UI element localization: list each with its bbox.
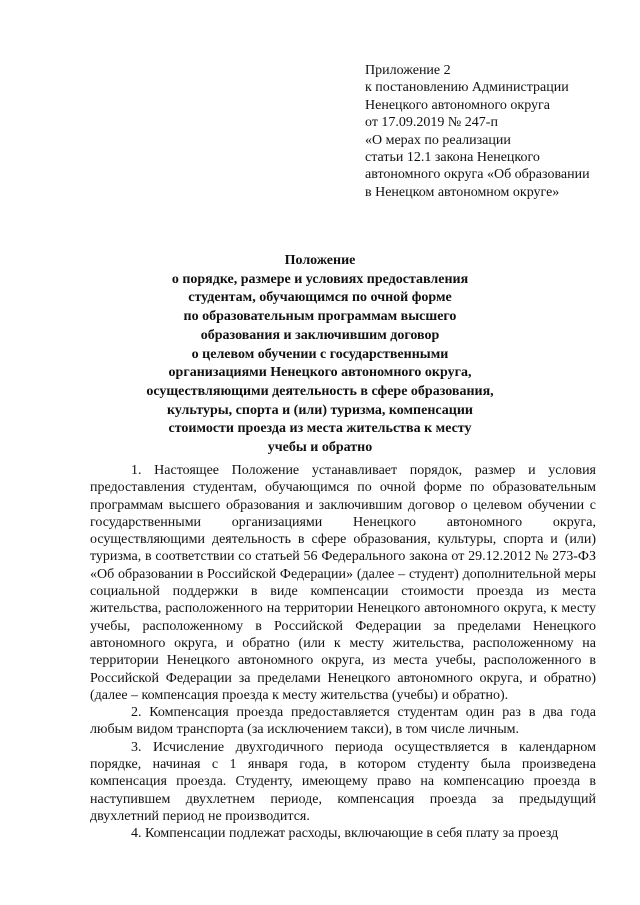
- paragraph-2: 2. Компенсация проезда предоставляется студентам один раз в два года любым видом транспорта (за исключением такси), в том числе личным.: [90, 705, 596, 738]
- document-title: [120, 252, 520, 458]
- appendix-line: «О мерах по реализации: [365, 132, 511, 148]
- title-line: о порядке, размере и условиях предоставления: [171, 271, 469, 287]
- appendix-block: [365, 62, 625, 201]
- paragraph-1: 1. Настоящее Положение устанавливает порядок, размер и условия предоставления студентам, обучающимся по очной форме по образовательным программам высшего образования и заключившим договор о целевом обучении с государственными организациями Ненецкого автономного округа, осуществляющими деятельность в сфере образования, культуры, спорта и (или) туризма, в соответствии со статьей 56 Федерального закона от 29.12.2012 № 273-ФЗ «Об образовании в Российской Федерации» (далее – студент) дополнительной меры социальной поддержки в виде компенсации стоимости проезда из места жительства, расположенного на территории Ненецкого автономного округа, к месту учебы, расположенному в Российской Федерации за пределами Ненецкого автономного округа, и обратно (или к месту жительства, расположенному на территории Ненецкого автономного округа, из места учебы, расположенного в Российской Федерации за пределами Ненецкого автономного округа, и обратно) (далее – компенсация проезда к месту жительства (учебы) и обратно).: [90, 463, 596, 703]
- title-line: культуры, спорта и (или) туризма, компенсации: [167, 402, 473, 418]
- document-body: [90, 462, 596, 843]
- appendix-line: в Ненецком автономном округе»: [365, 184, 560, 200]
- appendix-line: от 17.09.2019 № 247-п: [365, 115, 498, 131]
- title-line: студентам, обучающимся по очной форме: [188, 290, 452, 306]
- title-line: по образовательным программам высшего: [183, 309, 457, 325]
- appendix-line: автономного округа «Об образовании: [365, 167, 590, 183]
- title-line: Положение: [284, 253, 356, 268]
- title-line: организациями Ненецкого автономного округа,: [168, 365, 472, 381]
- appendix-line: Ненецкого автономного округа: [365, 97, 550, 113]
- title-line: образования и заключившим договор: [200, 327, 440, 343]
- paragraph-3: 3. Исчисление двухгодичного периода осуществляется в календарном порядке, начиная с 1 января года, в котором студенту была произведена компенсация проезда. Студенту, имеющему право на компенсацию проезда в наступившем двухлетнем периоде, компенсация проезда за предыдущий двухлетний период не производится.: [90, 739, 596, 824]
- title-line: учебы и обратно: [267, 440, 373, 456]
- title-line: стоимости проезда из места жительства к месту: [168, 421, 472, 437]
- appendix-line: статьи 12.1 закона Ненецкого: [365, 150, 540, 166]
- title-line: осуществляющими деятельность в сфере образования,: [146, 383, 494, 399]
- title-line: о целевом обучении с государственными: [191, 346, 449, 362]
- appendix-line: к постановлению Администрации: [365, 80, 569, 96]
- paragraph-4: 4. Компенсации подлежат расходы, включающие в себя плату за проезд: [131, 826, 559, 842]
- appendix-line: Приложение 2: [365, 63, 451, 78]
